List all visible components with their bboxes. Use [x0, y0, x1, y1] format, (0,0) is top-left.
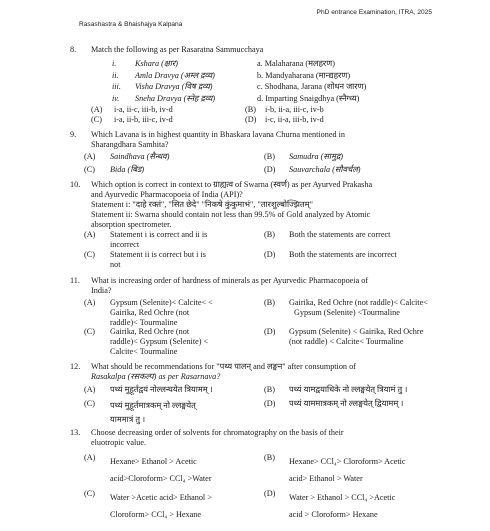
option-c-line: not: [110, 259, 121, 269]
match-row: [70, 59, 470, 71]
option-d-text: [289, 489, 469, 523]
option-c-label: (C): [84, 399, 95, 408]
question-number: 13.: [70, 428, 81, 437]
option-a-text: पथ्यं मुहूर्तद्वयं नोल्लन्घयेत त्रियामम् ।: [110, 385, 213, 394]
option-c-text: [110, 327, 275, 357]
match-row: [70, 94, 470, 106]
option-c-label: (C): [84, 327, 95, 336]
option-d-text: पथ्यं याममात्रकम् नो ल्लङ्घयेत् द्वियामम् ।: [289, 399, 404, 408]
question-number: 8.: [70, 45, 77, 54]
match-num: i.: [112, 59, 117, 68]
match-right: d. Imparting Snaigdhya (स्नैग्ध्य): [257, 93, 360, 103]
options-row: [70, 489, 470, 525]
question-8: [70, 45, 470, 124]
options-row: [70, 298, 470, 327]
question-10: [70, 180, 470, 270]
option-d-label: (D): [264, 164, 276, 174]
question-text-line1: Choose decreasing order of solvents for chromatography on the basis of their: [91, 428, 344, 437]
option-b-line: acid> Ethanol > Water: [289, 474, 363, 483]
option-d-text: i-c, ii-a, iii-b, iv-d: [265, 114, 324, 124]
match-right: b. Mandyaharana (मान्द्यहरण): [257, 70, 351, 80]
question-number: 10.: [70, 180, 81, 189]
option-b-label: (B): [264, 152, 275, 161]
subject-title: Rasashastra & Bhaishajya Kalpana: [79, 21, 183, 28]
options-row: [70, 230, 470, 250]
options-row: [70, 152, 470, 165]
question-number: 9.: [70, 130, 77, 139]
option-a-line: Gairika, Red Ochre (not: [110, 308, 190, 317]
option-a-line: incorrect: [110, 240, 140, 249]
option-c-line: Statement ii is correct but i is: [110, 249, 206, 259]
option-a-line: Hexane> Ethanol > Acetic: [110, 457, 197, 466]
question-text-line2: Rasakalpa (रसकल्प) as per Rasarnava?: [91, 372, 221, 381]
option-b-text: Samudra (सामुद्र): [289, 152, 343, 161]
option-a-text: [110, 453, 275, 487]
option-c-line: पथ्यं मुहूर्तमात्रकम् नो ल्लङ्घयेत्: [110, 401, 196, 410]
options-row: [70, 453, 470, 489]
option-d-line: (not raddle) < Calcite< Tourmaline: [289, 337, 404, 346]
question-text-line1: What is increasing order of hardness of minerals as per Ayurvedic Pharmacopoeia of: [91, 276, 369, 285]
option-a-label: (A): [84, 453, 96, 462]
option-b-text: i-b, ii-a, iii-c, iv-b: [265, 105, 324, 115]
question-text-line1: Which option is correct in context to ग्राह्यत्व of Swarna (स्वर्ण) as per Ayurved Prakasha: [91, 180, 373, 189]
options-row: [70, 399, 470, 425]
exam-title: PhD entrance Examination, ITRA, 2025: [316, 9, 432, 16]
match-row: [70, 71, 470, 83]
option-a-text: [110, 230, 275, 250]
question-text-line2: and Ayurvedic Pharmacopoeia of India (API)?: [91, 190, 243, 199]
option-c-label: (C): [84, 249, 95, 259]
question-11: [70, 276, 470, 357]
question-text-line1: What should be recommendations for "पथ्य पालन् and लङ्घन" after consumption of: [91, 362, 356, 371]
option-b-label: (B): [264, 453, 275, 462]
question-12: [70, 362, 470, 425]
option-d-line: acid > Cloroform> Hexane: [289, 510, 378, 519]
statement-2-line1: Statement ii: Swarna should contain not less than 99.5% of Gold analyzed by Atomic: [91, 210, 371, 219]
match-right: c. Shodhana, Jarana (शोधन जारण): [257, 82, 367, 92]
match-row: [70, 82, 470, 94]
option-c-text: [110, 399, 275, 427]
question-number: 12.: [70, 362, 81, 371]
statement-2-line2: absorption spectrometer.: [91, 220, 172, 229]
option-a-label: (A): [84, 298, 96, 307]
option-a-text: [110, 298, 275, 328]
option-a-text: Saindhava (सैन्धव): [110, 152, 170, 161]
option-a-line: Statement i is correct and ii is: [110, 230, 208, 239]
option-b-line: Gairika, Red Ochre (not raddle)< Calcite<: [289, 298, 428, 307]
option-a-line: raddle)< Tourmaline: [110, 318, 178, 327]
question-9: [70, 130, 470, 177]
option-d-line: Gypsum (Selenite) < Gairika, Red Ochre: [289, 327, 424, 336]
option-c-line: Gairika, Red Ochre (not: [110, 327, 190, 336]
statement-1: Statement i: "दाहे रक्तं", "सित छेदे" "निकषे कुंकुमाभं", "तारशुल्बोज्झितम्": [91, 200, 313, 209]
option-d-label: (D): [245, 114, 257, 124]
option-a-label: (A): [84, 385, 96, 394]
option-b-text: [289, 453, 469, 487]
option-d-text: [289, 327, 469, 347]
option-c-line: raddle)< Gypsum (Selenite) <: [110, 337, 209, 346]
question-text-line2: eluotropic value.: [91, 438, 147, 447]
option-a-label: (A): [84, 152, 96, 161]
option-d-text: Both the statements are incorrect: [289, 249, 397, 259]
option-b-line: Hexane> CCl₄> Cloroform> Acetic: [289, 457, 406, 466]
option-d-text: Sauvarchala (सौवर्चल): [289, 164, 361, 174]
option-c-text: Bida (बिड): [110, 164, 145, 174]
options-row: [70, 115, 470, 125]
option-c-line: Water >Acetic acid> Ethanol >: [110, 493, 212, 502]
option-b-text: पथ्यं यामद्वयाधिके नो ल्लङ्घयेत् त्रियामं तु ।: [289, 385, 408, 394]
match-num: iii.: [112, 82, 121, 92]
match-left: Sneha Dravya (स्नेह द्रव्य): [135, 93, 216, 103]
option-b-label: (B): [264, 230, 275, 239]
match-num: ii.: [112, 70, 119, 80]
options-row: [70, 105, 470, 115]
option-b-label: (B): [264, 298, 275, 307]
option-a-label: (A): [91, 105, 103, 115]
option-b-label: (B): [245, 105, 256, 115]
option-c-line: Calcite< Tourmaline: [110, 347, 178, 356]
option-a-label: (A): [84, 230, 96, 239]
option-a-text: i-a, ii-c, iii-b, iv-d: [114, 105, 173, 115]
question-text-line1: Which Lavana is in highest quantity in Bhaskara lavana Churna mentioned in: [91, 130, 345, 139]
option-c-label: (C): [84, 489, 95, 498]
options-row: [70, 165, 470, 177]
option-d-label: (D): [264, 249, 276, 259]
option-b-line: Gypsum (Selenite) <Tourmaline: [294, 308, 400, 317]
match-right: a. Malaharana (मलहरण): [257, 59, 335, 68]
question-text-line2: India?: [91, 286, 112, 295]
option-c-text: [110, 489, 275, 523]
option-d-label: (D): [264, 489, 276, 498]
option-b-label: (B): [264, 385, 275, 394]
option-d-label: (D): [264, 327, 276, 336]
option-a-line: acid>Cloroform> CCl₄ >Water: [110, 474, 212, 483]
options-row: [70, 385, 470, 399]
option-d-line: Water > Ethanol > CCl₄ >Acetic: [289, 493, 396, 502]
question-13: [70, 428, 470, 525]
match-left: Kshara (क्षार): [135, 59, 178, 68]
match-left: Amla Dravya (अम्ल द्रव्य): [135, 70, 215, 80]
options-row: [70, 327, 470, 357]
option-c-line: Cloroform> CCl₄ > Hexane: [110, 510, 201, 519]
option-a-line: Gypsum (Selenite)< Calcite< <: [110, 298, 213, 307]
option-c-text: i-a, ii-b, iii-c, iv-d: [114, 114, 173, 124]
option-d-label: (D): [264, 399, 276, 408]
match-left: Visha Dravya (विष द्रव्य): [135, 82, 213, 92]
question-text-line2: Sharangdhara Samhita?: [91, 140, 169, 149]
question-number: 11.: [70, 276, 80, 285]
option-b-text: Both the statements are correct: [289, 230, 391, 239]
match-num: iv.: [112, 93, 120, 103]
options-row: [70, 250, 470, 270]
option-c-label: (C): [84, 164, 95, 174]
option-c-label: (C): [91, 114, 102, 124]
question-text: Match the following as per Rasaratna Sammucchaya: [91, 45, 264, 54]
option-b-text: [289, 298, 469, 318]
option-c-line: याममात्रं तु ।: [110, 415, 146, 424]
option-c-text: [110, 250, 275, 270]
